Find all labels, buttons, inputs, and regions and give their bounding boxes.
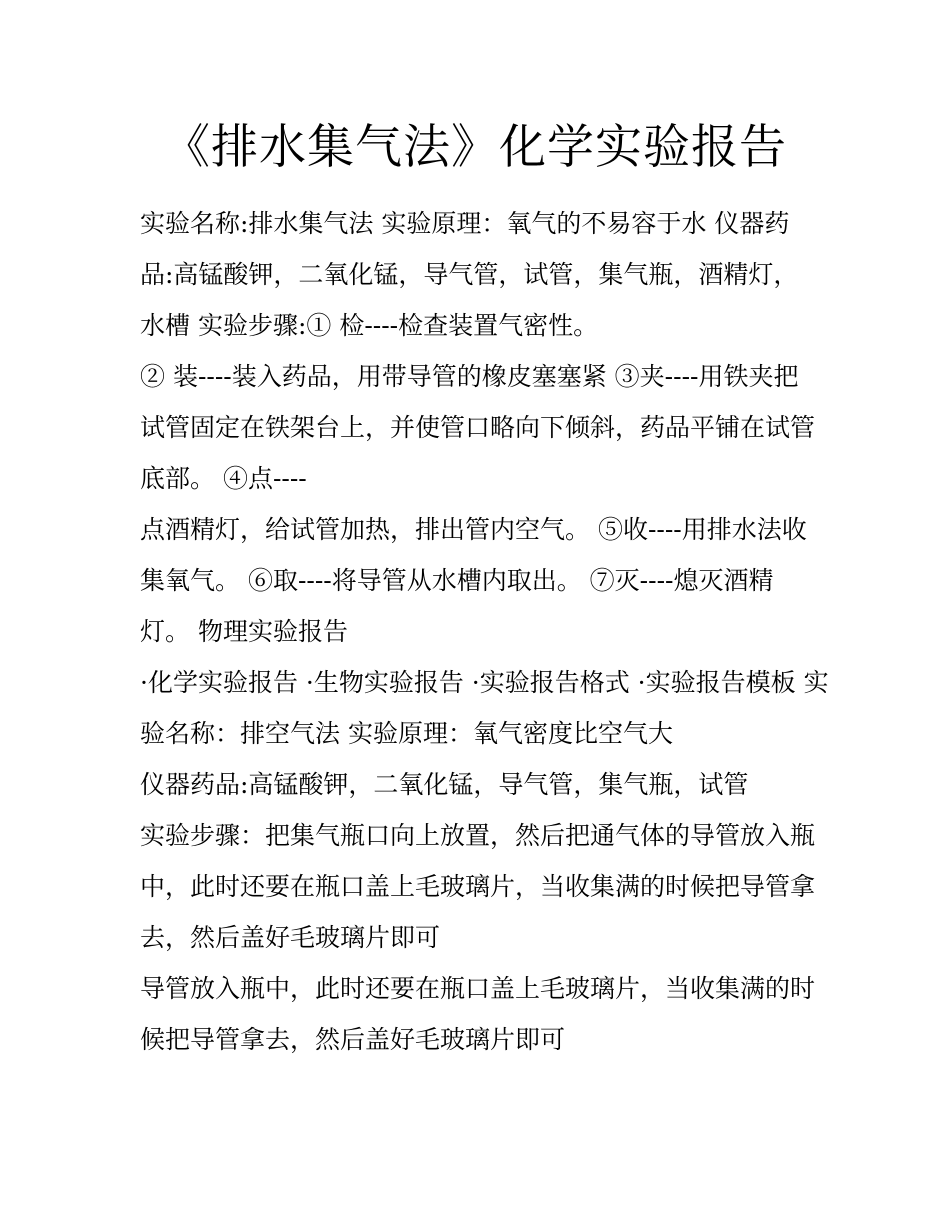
- body-line: 仪器药品:高锰酸钾，二氧化锰，导气管，集气瓶，试管: [140, 770, 749, 799]
- body-line: 导管放入瓶中，此时还要在瓶口盖上毛玻璃片，当收集满的时: [140, 974, 816, 1003]
- body-line: 灯。 物理实验报告: [140, 617, 348, 646]
- body-line: 去，然后盖好毛玻璃片即可: [140, 923, 441, 952]
- body-line: 试管固定在铁架台上，并使管口略向下倾斜，药品平铺在试管: [140, 413, 816, 442]
- body-line: 验名称：排空气法 实验原理：氧气密度比空气大: [140, 719, 673, 748]
- body-line: 底部。 ④点----: [140, 464, 307, 493]
- body-line: ·化学实验报告 ·生物实验报告 ·实验报告格式 ·实验报告模板 实: [140, 668, 829, 697]
- document-body: [140, 198, 830, 1065]
- body-line: 候把导管拿去，然后盖好毛玻璃片即可: [140, 1025, 566, 1054]
- body-line: 实验名称:排水集气法 实验原理：氧气的不易容于水 仪器药: [140, 209, 790, 238]
- body-line: 实验步骤：把集气瓶口向上放置，然后把通气体的导管放入瓶: [140, 821, 816, 850]
- body-line: ② 装----装入药品，用带导管的橡皮塞塞紧 ③夹----用铁夹把: [140, 362, 799, 391]
- body-line: 点酒精灯，给试管加热，排出管内空气。 ⑤收----用排水法收: [140, 515, 807, 544]
- body-line: 中，此时还要在瓶口盖上毛玻璃片，当收集满的时候把导管拿: [140, 872, 816, 901]
- body-line: 品:高锰酸钾，二氧化锰，导气管，试管，集气瓶，酒精灯，: [140, 260, 799, 289]
- document-title: 《排水集气法》化学实验报告: [163, 120, 787, 175]
- body-line: 水槽 实验步骤:① 检----检查装置气密性。: [140, 311, 599, 340]
- body-line: 集氧气。 ⑥取----将导管从水槽内取出。 ⑦灭----熄灭酒精: [140, 566, 774, 595]
